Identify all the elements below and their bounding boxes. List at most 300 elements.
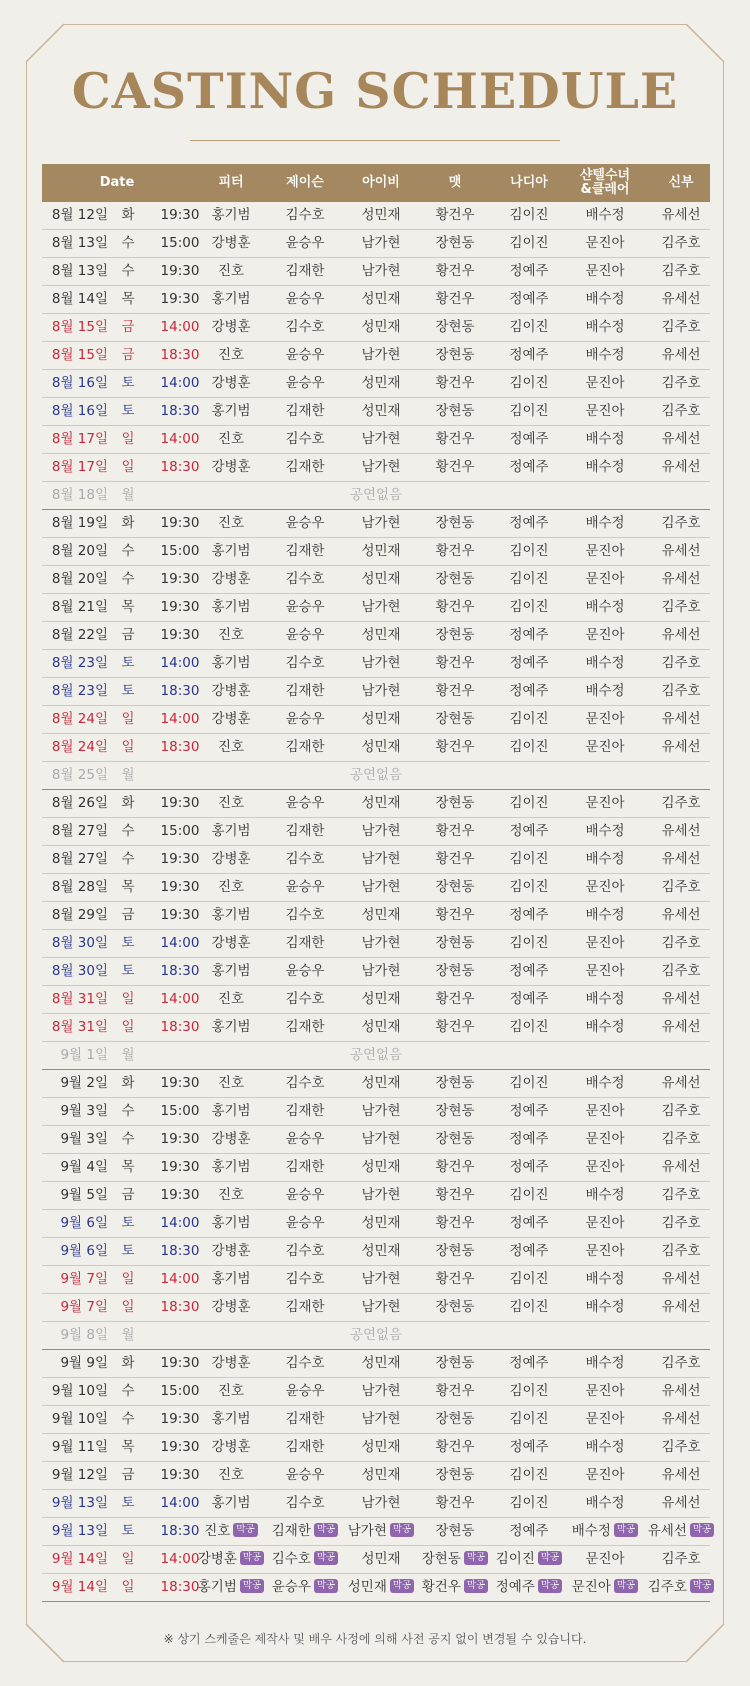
- actor-name: 김수호: [285, 571, 325, 587]
- actor-name: 성민재: [361, 1439, 401, 1455]
- cast-cell: [340, 958, 422, 985]
- cast-cell: [414, 902, 496, 929]
- final-show-badge: 막공: [314, 1579, 338, 1593]
- cast-cell: [264, 1070, 346, 1097]
- cast-cell: [340, 510, 422, 537]
- cast-cell: [488, 258, 570, 285]
- cast-cell: [414, 706, 496, 733]
- title-divider: [190, 140, 560, 141]
- actor-name: 황건우: [435, 683, 475, 699]
- actor-name: 배수정: [585, 515, 625, 531]
- actor-name: 진호: [217, 991, 245, 1007]
- actor-name: 정예주: [509, 291, 549, 307]
- actor-name: 진호: [217, 739, 245, 755]
- table-row: [42, 1014, 710, 1042]
- cast-cell: [414, 1406, 496, 1433]
- actor-name: 홍기범: [211, 1411, 251, 1427]
- day-cell: 일: [121, 1579, 135, 1595]
- cast-cell: [264, 874, 346, 901]
- actor-name: 문진아: [585, 795, 625, 811]
- actor-name: 김재한: [285, 1411, 325, 1427]
- actor-name: 배수정: [585, 459, 625, 475]
- cast-cell: [414, 1350, 496, 1377]
- actor-name: 홍기범: [211, 1495, 251, 1511]
- cast-cell: [640, 454, 722, 481]
- cast-cell: [560, 874, 650, 901]
- actor-name: 배수정: [585, 347, 625, 363]
- actor-name: 윤승우: [285, 627, 325, 643]
- actor-name: 김이진: [509, 739, 549, 755]
- cast-cell: [560, 650, 650, 677]
- day-cell: 수: [121, 543, 135, 559]
- actor-name: 진호: [217, 515, 245, 531]
- actor-name: 김재한: [285, 683, 325, 699]
- actor-name: 황건우: [435, 599, 475, 615]
- cast-cell: [340, 1154, 422, 1181]
- cast-cell: [560, 1350, 650, 1377]
- actor-name: 성민재: [361, 1159, 401, 1175]
- cast-cell: [640, 958, 722, 985]
- cast-cell: [190, 790, 272, 817]
- day-cell: 수: [121, 1383, 135, 1399]
- day-cell: 화: [121, 207, 135, 223]
- final-show-badge: 막공: [233, 1523, 257, 1537]
- actor-name: 김이진: [509, 543, 549, 559]
- cast-cell: [640, 1210, 722, 1237]
- actor-name: 유세선: [661, 291, 701, 307]
- actor-name: 윤승우: [285, 235, 325, 251]
- date-cell: 9월 10일: [51, 1383, 108, 1399]
- actor-name: 정예주: [509, 655, 549, 671]
- cast-cell: [414, 650, 496, 677]
- cast-cell: [488, 1518, 570, 1545]
- day-cell: 토: [121, 935, 135, 951]
- time-cell: 19:30: [160, 1439, 200, 1455]
- actor-name: 김주호: [661, 599, 701, 615]
- cast-cell: [190, 230, 272, 257]
- actor-name: 김주호: [661, 1187, 701, 1203]
- date-cell: 9월 2일: [60, 1075, 108, 1091]
- actor-name: 정예주: [509, 1355, 549, 1371]
- actor-name: 장현동: [435, 403, 475, 419]
- cast-cell: [264, 930, 346, 957]
- cast-cell: [264, 1574, 346, 1601]
- actor-name: 홍기범: [211, 1103, 251, 1119]
- cast-cell: [560, 1574, 650, 1601]
- cast-cell: [640, 1266, 722, 1293]
- cast-cell: [190, 1182, 272, 1209]
- cast-cell: [560, 314, 650, 341]
- actor-name: 홍기범: [211, 291, 251, 307]
- day-cell: 금: [121, 1187, 135, 1203]
- actor-name: 성민재: [361, 1075, 401, 1091]
- time-cell: 18:30: [160, 1579, 200, 1595]
- actor-name: 김재한: [285, 1019, 325, 1035]
- actor-name: 배수정: [585, 1187, 625, 1203]
- cast-cell: [264, 230, 346, 257]
- cast-cell: [488, 230, 570, 257]
- cast-cell: [340, 258, 422, 285]
- time-cell: 18:30: [160, 347, 200, 363]
- actor-name: 장현동: [435, 1131, 475, 1147]
- actor-name: 홍기범: [211, 1271, 251, 1287]
- date-cell: 8월 16일: [51, 375, 108, 391]
- actor-name: 유세선: [661, 1299, 701, 1315]
- actor-name: 강병훈: [211, 1439, 251, 1455]
- table-row: [42, 1574, 710, 1602]
- actor-name: 황건우: [435, 739, 475, 755]
- actor-name: 문진아: [585, 1551, 625, 1567]
- cast-cell: [190, 454, 272, 481]
- actor-name: 문진아: [585, 1215, 625, 1231]
- actor-name: 윤승우: [285, 599, 325, 615]
- actor-name: 장현동: [435, 347, 475, 363]
- actor-name: 남가현: [361, 683, 401, 699]
- no-show-row: [42, 1322, 710, 1350]
- actor-name: 김주호: [661, 1355, 701, 1371]
- actor-name: 황건우: [435, 543, 475, 559]
- cast-cell: [560, 930, 650, 957]
- actor-name: 남가현: [361, 1103, 401, 1119]
- time-cell: 18:30: [160, 1299, 200, 1315]
- cast-cell: [340, 930, 422, 957]
- actor-name: 남가현: [361, 459, 401, 475]
- actor-name: 강병훈: [211, 1355, 251, 1371]
- cast-cell: [190, 1210, 272, 1237]
- cast-cell: [488, 1406, 570, 1433]
- actor-name: 남가현: [361, 599, 401, 615]
- table-body: [42, 202, 710, 1602]
- cast-cell: [488, 538, 570, 565]
- table-row: [42, 818, 710, 846]
- cast-cell: [340, 1546, 422, 1573]
- time-cell: 14:00: [160, 1215, 200, 1231]
- cast-cell: [190, 846, 272, 873]
- table-row: [42, 1490, 710, 1518]
- cast-cell: [264, 986, 346, 1013]
- actor-name: 성민재: [361, 291, 401, 307]
- actor-name: 윤승우: [285, 711, 325, 727]
- time-cell: 18:30: [160, 963, 200, 979]
- cast-cell: [190, 538, 272, 565]
- cast-cell: [640, 426, 722, 453]
- cast-cell: [340, 398, 422, 425]
- cast-cell: [190, 650, 272, 677]
- cast-cell: [560, 1154, 650, 1181]
- cast-cell: [190, 1574, 272, 1601]
- actor-name: 성민재: [361, 543, 401, 559]
- cast-cell: [340, 454, 422, 481]
- actor-name: 홍기범: [211, 823, 251, 839]
- cast-cell: [190, 1406, 272, 1433]
- no-show-row: [42, 482, 710, 510]
- day-cell: 일: [121, 711, 135, 727]
- actor-name: 유세선: [661, 1383, 701, 1399]
- actor-name: 황건우: [435, 207, 475, 223]
- cast-cell: [560, 1546, 650, 1573]
- actor-name: 장현동: [435, 1103, 475, 1119]
- cast-cell: [414, 286, 496, 313]
- actor-name: 김수호: [285, 907, 325, 923]
- cast-cell: [488, 846, 570, 873]
- actor-name: 홍기범: [211, 1019, 251, 1035]
- cast-cell: [488, 370, 570, 397]
- actor-name: 남가현: [361, 1383, 401, 1399]
- cast-cell: [190, 986, 272, 1013]
- actor-name: 유세선: [661, 1495, 701, 1511]
- cast-cell: [560, 1098, 650, 1125]
- cast-cell: [264, 1266, 346, 1293]
- date-cell: 8월 18일: [51, 487, 108, 503]
- date-cell: 9월 3일: [60, 1131, 108, 1147]
- date-cell: 9월 4일: [60, 1159, 108, 1175]
- cast-cell: [264, 1434, 346, 1461]
- cast-cell: [190, 510, 272, 537]
- actor-name: 김주호: [661, 1215, 701, 1231]
- date-cell: 8월 15일: [51, 347, 108, 363]
- final-show-badge: 막공: [538, 1579, 562, 1593]
- actor-name: 황건우: [435, 291, 475, 307]
- cast-cell: [640, 734, 722, 761]
- cast-cell: [264, 286, 346, 313]
- actor-name: 남가현: [361, 235, 401, 251]
- cast-cell: [190, 958, 272, 985]
- actor-name: 김수호: [285, 655, 325, 671]
- day-cell: 화: [121, 1355, 135, 1371]
- time-cell: 19:30: [160, 263, 200, 279]
- time-cell: 19:30: [160, 1467, 200, 1483]
- time-cell: 14:00: [160, 935, 200, 951]
- cast-cell: [264, 510, 346, 537]
- actor-name: 장현동: [435, 1467, 475, 1483]
- actor-name: 김이진: [509, 1411, 549, 1427]
- actor-name: 윤승우: [285, 1187, 325, 1203]
- actor-name: 배수정: [585, 655, 625, 671]
- no-show-label: 공연없음: [349, 767, 403, 783]
- final-show-badge: 막공: [314, 1551, 338, 1565]
- cast-cell: [488, 902, 570, 929]
- table-row: [42, 314, 710, 342]
- cast-cell: [414, 734, 496, 761]
- actor-name: 유세선: [661, 1019, 701, 1035]
- cast-cell: [264, 538, 346, 565]
- actor-name: 홍기범: [211, 1215, 251, 1231]
- cast-cell: [190, 930, 272, 957]
- date-cell: 8월 13일: [51, 235, 108, 251]
- cast-cell: [340, 314, 422, 341]
- cast-cell: [340, 874, 422, 901]
- actor-name: 성민재: [361, 1019, 401, 1035]
- cast-cell: [340, 594, 422, 621]
- actor-name: 황건우: [435, 1271, 475, 1287]
- cast-cell: [560, 510, 650, 537]
- cast-cell: [414, 1294, 496, 1321]
- time-cell: 15:00: [160, 543, 200, 559]
- actor-name: 강병훈: [211, 935, 251, 951]
- cast-cell: [488, 986, 570, 1013]
- table-row: [42, 986, 710, 1014]
- actor-name: 윤승우: [285, 879, 325, 895]
- table-row: [42, 1518, 710, 1546]
- actor-name: 정예주: [495, 1579, 535, 1595]
- actor-name: 정예주: [509, 1243, 549, 1259]
- cast-cell: [560, 1210, 650, 1237]
- table-row: [42, 958, 710, 986]
- actor-name: 정예주: [509, 515, 549, 531]
- actor-name: 장현동: [435, 319, 475, 335]
- actor-name: 유세선: [661, 207, 701, 223]
- cast-cell: [190, 426, 272, 453]
- cast-cell: [640, 706, 722, 733]
- cast-cell: [340, 1126, 422, 1153]
- actor-name: 정예주: [509, 431, 549, 447]
- day-cell: 수: [121, 1411, 135, 1427]
- actor-name: 배수정: [585, 207, 625, 223]
- actor-name: 김이진: [509, 795, 549, 811]
- actor-name: 진호: [217, 1467, 245, 1483]
- cast-cell: [414, 790, 496, 817]
- cast-cell: [640, 874, 722, 901]
- cast-cell: [414, 1154, 496, 1181]
- actor-name: 김이진: [509, 851, 549, 867]
- table-row: [42, 1154, 710, 1182]
- table-row: [42, 1294, 710, 1322]
- cast-cell: [488, 958, 570, 985]
- cast-cell: [190, 818, 272, 845]
- cast-cell: [640, 1126, 722, 1153]
- cast-cell: [190, 1238, 272, 1265]
- cast-cell: [488, 1266, 570, 1293]
- actor-name: 남가현: [361, 655, 401, 671]
- actor-name: 남가현: [361, 851, 401, 867]
- date-cell: 8월 16일: [51, 403, 108, 419]
- cast-cell: [488, 1546, 570, 1573]
- actor-name: 문진아: [585, 263, 625, 279]
- actor-name: 김이진: [509, 935, 549, 951]
- cast-cell: [640, 1014, 722, 1041]
- actor-name: 강병훈: [211, 1243, 251, 1259]
- cast-cell: [414, 958, 496, 985]
- table-row: [42, 874, 710, 902]
- cast-cell: [340, 1378, 422, 1405]
- actor-name: 황건우: [435, 263, 475, 279]
- cast-cell: [414, 1546, 496, 1573]
- cast-cell: [190, 1126, 272, 1153]
- cast-cell: [264, 454, 346, 481]
- cast-cell: [640, 790, 722, 817]
- actor-name: 남가현: [361, 263, 401, 279]
- actor-name: 장현동: [435, 963, 475, 979]
- actor-name: 홍기범: [211, 907, 251, 923]
- actor-name: 문진아: [585, 1383, 625, 1399]
- actor-name: 황건우: [435, 1439, 475, 1455]
- cast-cell: [190, 342, 272, 369]
- date-cell: 8월 27일: [51, 823, 108, 839]
- cast-cell: [190, 902, 272, 929]
- cast-cell: [190, 1462, 272, 1489]
- cast-cell: [340, 1350, 422, 1377]
- actor-name: 성민재: [361, 1215, 401, 1231]
- cast-cell: [340, 1266, 422, 1293]
- day-cell: 토: [121, 375, 135, 391]
- actor-name: 홍기범: [197, 1579, 237, 1595]
- actor-name: 강병훈: [211, 319, 251, 335]
- date-cell: 9월 14일: [51, 1551, 108, 1567]
- actor-name: 진호: [217, 347, 245, 363]
- actor-name: 진호: [217, 1075, 245, 1091]
- cast-cell: [560, 286, 650, 313]
- cast-cell: [340, 1462, 422, 1489]
- actor-name: 배수정: [585, 1271, 625, 1287]
- actor-name: 홍기범: [211, 403, 251, 419]
- cast-cell: [414, 258, 496, 285]
- actor-name: 성민재: [361, 375, 401, 391]
- cast-cell: [414, 1490, 496, 1517]
- date-cell: 8월 14일: [51, 291, 108, 307]
- table-row: [42, 1182, 710, 1210]
- actor-name: 유세선: [661, 907, 701, 923]
- table-row: [42, 1210, 710, 1238]
- day-cell: 금: [121, 347, 135, 363]
- date-cell: 9월 7일: [60, 1299, 108, 1315]
- cast-cell: [560, 370, 650, 397]
- table-row: [42, 930, 710, 958]
- actor-name: 김이진: [509, 711, 549, 727]
- cast-cell: [414, 986, 496, 1013]
- actor-name: 홍기범: [211, 207, 251, 223]
- cast-cell: [264, 258, 346, 285]
- table-row: [42, 538, 710, 566]
- actor-name: 홍기범: [211, 543, 251, 559]
- actor-name: 강병훈: [211, 851, 251, 867]
- table-header: [42, 164, 710, 202]
- cast-cell: [190, 1378, 272, 1405]
- date-cell: 9월 6일: [60, 1243, 108, 1259]
- cast-cell: [560, 846, 650, 873]
- actor-name: 김주호: [661, 1439, 701, 1455]
- cast-cell: [340, 1294, 422, 1321]
- actor-name: 김주호: [661, 963, 701, 979]
- header-date: Date: [99, 175, 135, 190]
- actor-name: 황건우: [435, 1215, 475, 1231]
- actor-name: 윤승우: [285, 795, 325, 811]
- cast-cell: [640, 286, 722, 313]
- time-cell: 19:30: [160, 1411, 200, 1427]
- cast-cell: [414, 230, 496, 257]
- actor-name: 김이진: [509, 1075, 549, 1091]
- cast-cell: [340, 342, 422, 369]
- day-cell: 토: [121, 1243, 135, 1259]
- actor-name: 홍기범: [211, 963, 251, 979]
- cast-cell: [488, 650, 570, 677]
- actor-name: 문진아: [585, 235, 625, 251]
- cast-cell: [414, 846, 496, 873]
- table-row: [42, 902, 710, 930]
- actor-name: 성민재: [361, 907, 401, 923]
- date-cell: 9월 1일: [60, 1047, 108, 1063]
- time-cell: 19:30: [160, 515, 200, 531]
- actor-name: 성민재: [361, 207, 401, 223]
- actor-name: 김수호: [285, 207, 325, 223]
- actor-name: 강병훈: [211, 235, 251, 251]
- time-cell: 14:00: [160, 655, 200, 671]
- table-row: [42, 202, 710, 230]
- cast-cell: [640, 986, 722, 1013]
- cast-cell: [488, 286, 570, 313]
- date-cell: 8월 13일: [51, 263, 108, 279]
- cast-cell: [488, 1098, 570, 1125]
- header-role-priest: 신부: [668, 175, 694, 190]
